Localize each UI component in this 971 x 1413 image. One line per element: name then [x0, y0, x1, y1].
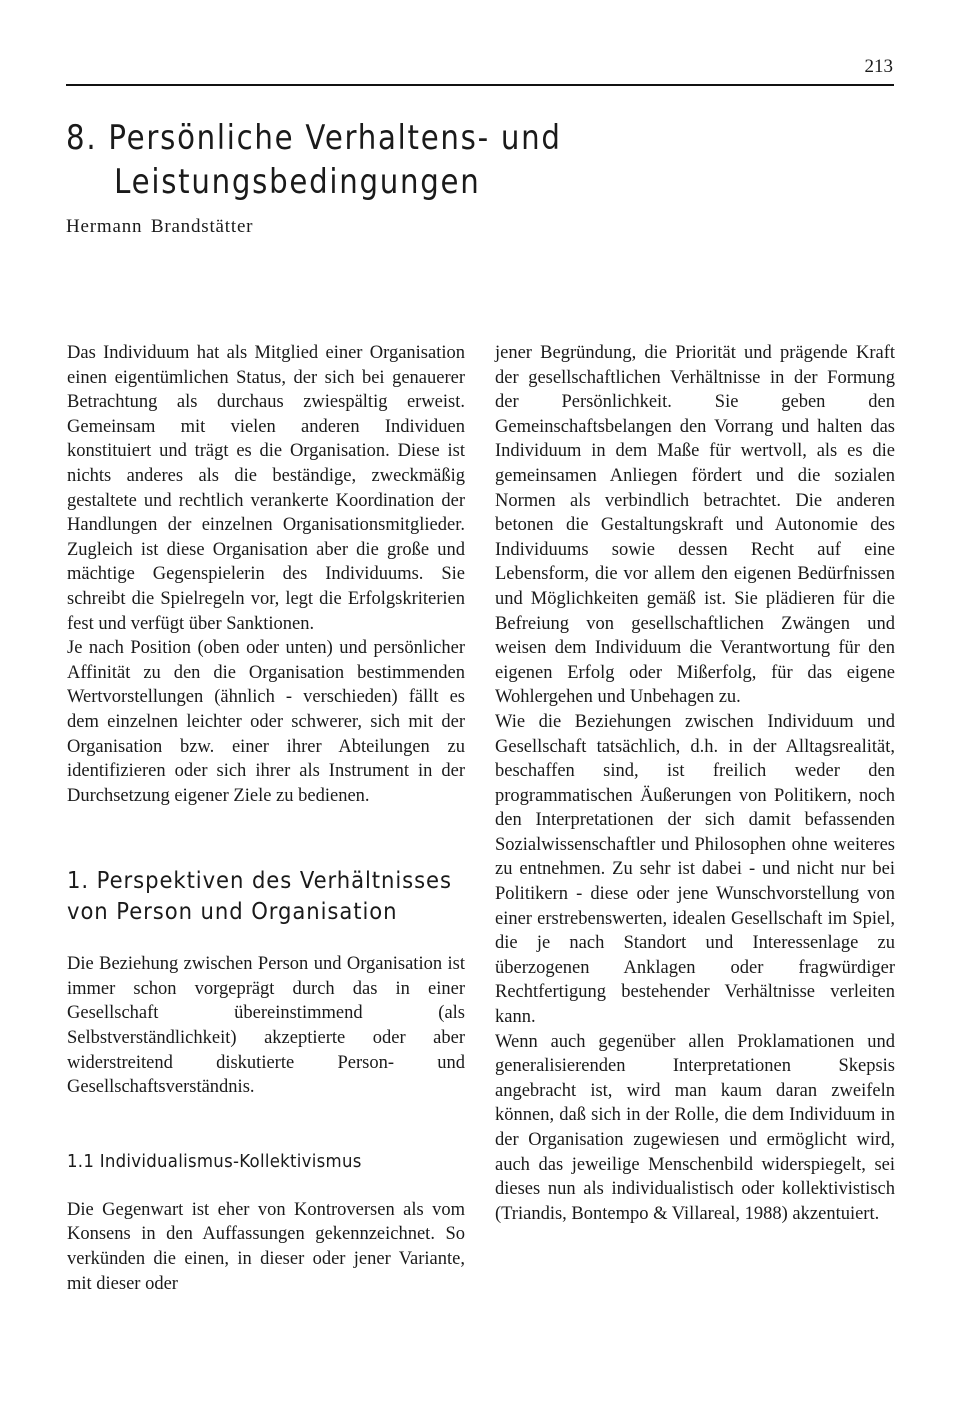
author-name: Hermann Brandstätter	[66, 216, 254, 237]
header-rule	[66, 84, 894, 86]
left-column	[67, 341, 465, 1296]
section-paragraph: Die Beziehung zwischen Person und Organisation ist immer schon vorgeprägt durch das in einer Gesellschaft übereinstimmend (als Selbstverständlichkeit) akzeptierte oder aber widerstreitend diskutierte Person- und Gesellschaftsverständnis.	[67, 954, 465, 1098]
right-paragraph-3: Wenn auch gegenüber allen Proklamationen und generalisierenden Interpretationen Skepsis angebracht ist, wird man kaum daran zweifeln können, daß sich in der Rolle, die dem Individuum in der Organisation zugewiesen und ermöglicht wird, auch das jeweilige Menschenbild widerspiegelt, sei dieses nun als individualistisch oder kollektivistisch (Triandis, Bontempo & Villareal, 1988) akzentuiert.	[495, 1031, 895, 1224]
right-paragraph-1: jener Begründung, die Priorität und prägende Kraft der gesellschaftlichen Verhältnisse in der Formung der Persönlichkeit. Sie geben den Gemeinschaftsbelangen den Vorrang und halten das Individuum in dem Maße für wertvoll, als es die gemeinsamen Anliegen fördert und die sozialen Normen als verbindlich betrachtet. Die anderen betonen die Gestaltungskraft und Autonomie des Individuums sowie dessen Recht auf eine Lebensform, die vor allem den eigenen Bedürfnissen und Möglichkeiten gemäß ist. Sie plädieren für die Befreiung von gesellschaftlichen Zwängen und weisen dem Individuum die Verantwortung für den eigenen Erfolg oder Mißerfolg, für das eigene Wohlergehen und Unbehagen zu.	[495, 343, 895, 708]
section-heading-line-2: von Person und Organisation	[67, 899, 398, 926]
chapter-title-line-2: Leistungsbedingungen	[114, 162, 481, 202]
subsection-paragraph: Die Gegenwart ist eher von Kontroversen als vom Konsens in den Auffassungen gekennzeichnet. So verkünden die einen, in dieser oder jener Variante, mit dieser oder	[67, 1199, 465, 1294]
chapter-title-line-1: 8. Persönliche Verhaltens- und	[66, 118, 562, 158]
intro-paragraph-1: Das Individuum hat als Mitglied einer Organisation einen eigentümlichen Status, der sich bei genauerer Betrachtung als durchaus zwiespältig erweist. Gemeinsam mit vielen anderen Individuen konstituiert und trägt es die Organisation. Diese ist nichts anderes als die beständige, zweckmäßig gestaltete und rechtlich verankerte Koordination der Handlungen der einzelnen Organisationsmitglieder. Zugleich ist diese Organisation aber die große und mächtige Gegenspielerin des Individuums. Sie schreibt die Spielregeln vor, legt die Erfolgskriterien fest und verfügt über Sanktionen.	[67, 343, 465, 634]
right-paragraph-2: Wie die Beziehungen zwischen Individuum und Gesellschaft tatsächlich, d.h. in der Alltagsrealität, beschaffen sind, ist freilich weder den programmatischen Äußerungen von Politikern, noch den Interpretationen der sich damit befassenden Sozialwissenschaftler und Philosophen ohne weiteres zu entnehmen. Zu sehr ist dabei - und nicht nur bei Politikern - diese oder jene Wunschvorstellung von einer erstrebenswerten, idealen Gesellschaft im Spiel, die je nach Standort und Interessenlage zu überzogenen Anklagen oder fragwürdiger Rechtfertigung bestehender Verhältnisse verleiten kann.	[495, 711, 895, 1028]
chapter-title	[66, 116, 562, 204]
section-heading	[67, 866, 452, 928]
intro-paragraph-2: Je nach Position (oben oder unten) und persönlicher Affinität zu den die Organisation bestimmenden Wertvorstellungen (ähnlich - verschieden) fällt es dem einzelnen leichter oder schwerer, sich mit der Organisation bzw. einer ihrer Abteilungen zu identifizieren oder sich ihrer als Instrument in der Durchsetzung eigener Ziele zu bedienen.	[67, 638, 465, 806]
subsection-heading: 1.1 Individualismus-Kollektivismus	[67, 1150, 362, 1172]
right-column	[495, 341, 895, 1226]
section-heading-line-1: 1. Perspektiven des Verhältnisses	[67, 868, 452, 895]
page-number: 213	[864, 56, 893, 77]
